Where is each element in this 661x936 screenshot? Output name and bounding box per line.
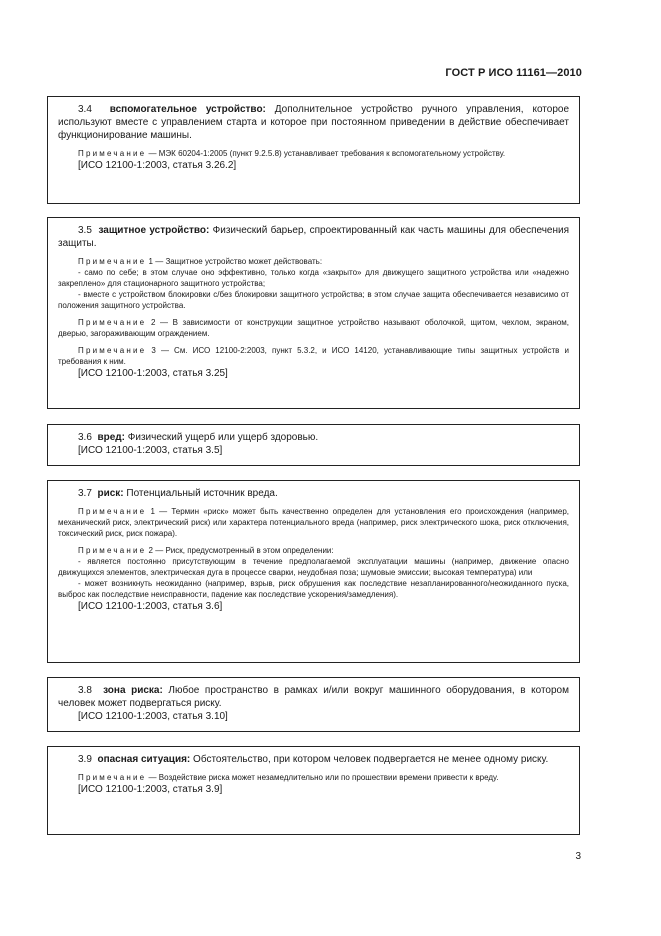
note-2-item-1: - является постоянно присутствующим в течение предполагаемой эксплуатации машины (например, движение опасно движущихся элементов, электрическая дуга в процессе сварки, неудобная поза; шумовые эмиссии; высокая температура) или — [58, 557, 569, 577]
definition — [58, 224, 569, 250]
term: вспомогательное устройство: — [109, 104, 266, 115]
note-2 — [58, 317, 569, 339]
note-text: 1 — Термин «риск» может быть качественно определен для установления его происхождения (например, механический риск, электрический риск) или характера потенциального вреда (например, риск электрического шока, риск отключения, токсический риск, риск пожара). — [58, 507, 569, 538]
note-2 — [58, 545, 569, 556]
page-number: 3 — [575, 851, 581, 862]
entry-number: 3.4 — [78, 104, 92, 115]
note-text: 2 — Риск, предусмотренный в этом определении: — [148, 546, 334, 555]
entry-3-7 — [47, 480, 580, 663]
note-label: Примечание — [78, 346, 147, 355]
source-reference: [ИСО 12100-1:2003, статья 3.6] — [78, 601, 223, 612]
note-1 — [58, 256, 569, 267]
entry-3-5 — [47, 217, 580, 409]
note-label: Примечание — [78, 773, 147, 782]
note-label: Примечание — [78, 257, 147, 266]
definition-text: Обстоятельство, при котором человек подвергается не менее одному риску. — [193, 754, 549, 765]
entry-3-6 — [47, 424, 580, 466]
term: вред: — [97, 432, 125, 443]
note — [58, 772, 569, 783]
note-text: 1 — Защитное устройство может действовать: — [148, 257, 323, 266]
definition — [58, 431, 569, 444]
note-2-item-2: - может возникнуть неожиданно (например, взрыв, риск обрушения как последствие незапланированного/неожиданного пуска, выброс как последствие неисправности, падение как последствие ускорения/замедления). — [58, 579, 569, 599]
note-label: Примечание — [78, 318, 147, 327]
note-label: Примечание — [78, 546, 147, 555]
definition-text: Физический ущерб или ущерб здоровью. — [127, 432, 319, 443]
term: опасная ситуация: — [97, 754, 191, 765]
entry-number: 3.7 — [78, 488, 92, 499]
note-label: Примечание — [78, 149, 147, 158]
source-reference: [ИСО 12100-1:2003, статья 3.10] — [78, 711, 228, 722]
note-1-item-2: - вместе с устройством блокировки с/без блокировки защитного устройства; в этом случае защита обеспечивается независимо от положения защитного устройства. — [58, 290, 569, 310]
definition — [58, 103, 569, 142]
term: риск: — [97, 488, 124, 499]
note-text: 2 — В зависимости от конструкции защитное устройство называют оболочкой, щитом, чехлом, экраном, дверью, загораживающим ограждением. — [58, 318, 569, 338]
definition — [58, 753, 569, 766]
definition-text: Дополнительное устройство ручного управления, которое используют вместе с управлением старта и которое при постоянном приведении в действие обеспечивает функционирование машины. — [58, 104, 570, 141]
note — [58, 148, 569, 159]
source-reference: [ИСО 12100-1:2003, статья 3.26.2] — [78, 160, 237, 171]
note-label: Примечание — [78, 507, 147, 516]
entry-number: 3.8 — [78, 685, 92, 696]
entry-number: 3.6 — [78, 432, 92, 443]
definition-text: Физический барьер, спроектированный как часть машины для обеспечения защиты. — [58, 225, 570, 249]
source-reference: [ИСО 12100-1:2003, статья 3.5] — [78, 445, 223, 456]
note-text: — МЭК 60204-1:2005 (пункт 9.2.5.8) устанавливает требования к вспомогательному устройству. — [148, 149, 506, 158]
definition-text: Потенциальный источник вреда. — [126, 488, 278, 499]
note-1-item-1: - само по себе; в этом случае оно эффективно, только когда «закрыто» для движущего защитного устройства или «надежно закреплено» для стационарного защитного устройства; — [58, 268, 569, 288]
document-header: ГОСТ Р ИСО 11161—2010 — [445, 67, 582, 79]
definition — [58, 684, 569, 710]
source-reference: [ИСО 12100-1:2003, статья 3.25] — [78, 368, 228, 379]
entry-number: 3.5 — [78, 225, 92, 236]
definition — [58, 487, 569, 500]
source-reference: [ИСО 12100-1:2003, статья 3.9] — [78, 784, 223, 795]
note-1 — [58, 506, 569, 539]
entry-number: 3.9 — [78, 754, 92, 765]
note-text: — Воздействие риска может незамедлительно или по прошествии времени привести к вреду. — [148, 773, 499, 782]
note-text: 3 — См. ИСО 12100-2:2003, пункт 5.3.2, и ИСО 14120, устанавливающие типы защитных устройств и требования к ним. — [58, 346, 569, 366]
term: защитное устройство: — [98, 225, 210, 236]
entry-3-8 — [47, 677, 580, 732]
term: зона риска: — [103, 685, 163, 696]
definition-text: Любое пространство в рамках и/или вокруг машинного оборудования, в котором человек может подвергаться риску. — [58, 685, 569, 709]
entry-3-9 — [47, 746, 580, 835]
note-3 — [58, 345, 569, 367]
entry-3-4 — [47, 96, 580, 204]
